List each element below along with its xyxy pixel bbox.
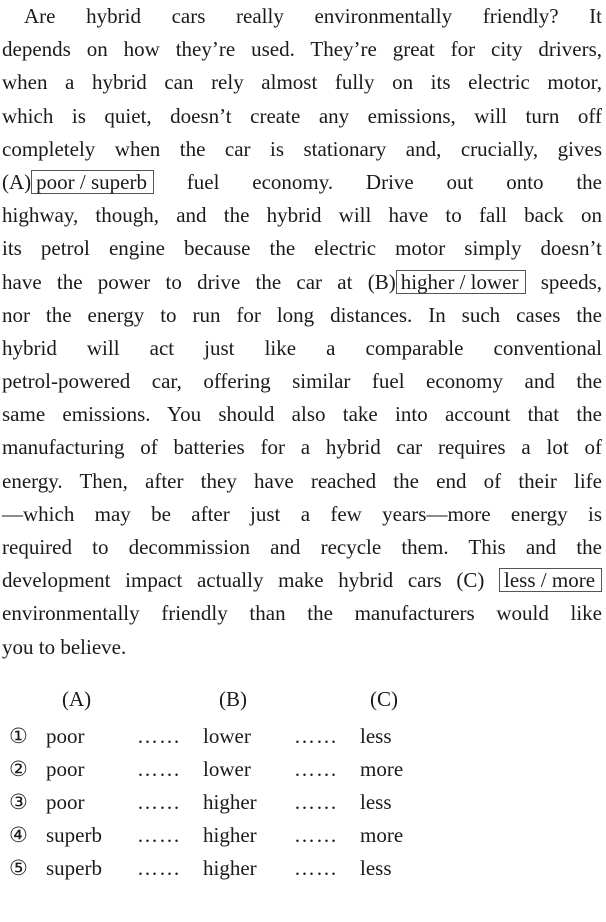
- passage-text: manufacturing of batteries for a hybrid car requires a lot of: [2, 435, 602, 460]
- passage-text: which is quiet, doesn’t create any emissions, will turn off: [2, 103, 602, 128]
- passage-text: you to believe.: [2, 634, 127, 659]
- option-2[interactable]: [0, 754, 606, 784]
- option-1[interactable]: [0, 721, 606, 751]
- passage-text: depends on how they’re used. They’re great for city drivers,: [2, 37, 602, 62]
- passage-text: completely when the car is stationary and, crucially, gives: [2, 136, 602, 161]
- passage-text: when a hybrid can rely almost fully on its electric motor,: [2, 70, 602, 95]
- passage-text: speeds,: [540, 269, 602, 294]
- options-header: [0, 684, 606, 714]
- option-separator: ……: [137, 856, 181, 880]
- passage-line: [2, 564, 602, 597]
- option-number: ⑤: [9, 856, 28, 880]
- option-separator: ……: [137, 757, 181, 781]
- option-a-value: poor: [46, 790, 85, 814]
- passage-text: required to decommission and recycle them. This and the: [2, 535, 602, 559]
- passage-line: [2, 166, 602, 199]
- option-c-value: less: [360, 790, 392, 814]
- option-b-value: higher: [203, 823, 257, 847]
- passage-text: fuel economy. Drive out onto the: [186, 169, 602, 194]
- option-a-value: poor: [46, 724, 85, 748]
- choice-box-a: poor / superb: [31, 170, 154, 194]
- passage-line: [2, 133, 602, 166]
- passage-line: [2, 199, 602, 232]
- passage-line: [2, 66, 602, 99]
- option-a-value: superb: [46, 823, 102, 847]
- passage-line: [2, 232, 602, 265]
- option-b-value: lower: [203, 757, 251, 781]
- passage-line: [2, 631, 602, 664]
- option-number: ②: [9, 757, 28, 781]
- passage-line: [2, 531, 602, 564]
- option-separator: ……: [294, 757, 338, 781]
- option-separator: ……: [137, 823, 181, 847]
- option-b-value: lower: [203, 724, 251, 748]
- choice-box-b: higher / lower: [396, 270, 526, 294]
- passage-line: [2, 100, 602, 133]
- passage-text: petrol-powered car, offering similar fuel economy and the: [2, 369, 602, 394]
- blank-label-a: (A): [2, 169, 32, 194]
- passage-text: same emissions. You should also take into account that the: [2, 402, 602, 427]
- blank-label-c: development impact actually make hybrid cars (C): [2, 568, 485, 593]
- option-b-value: higher: [203, 856, 257, 880]
- option-separator: ……: [137, 790, 181, 814]
- option-separator: ……: [294, 823, 338, 847]
- option-c-value: more: [360, 757, 404, 781]
- option-c-value: less: [360, 856, 392, 880]
- passage-text: energy. Then, after they have reached the end of their life: [2, 468, 602, 493]
- passage-line: [2, 498, 602, 531]
- passage-line: [2, 597, 602, 630]
- option-separator: ……: [294, 724, 338, 748]
- passage-text: nor the energy to run for long distances. In such cases the: [2, 302, 602, 327]
- header-b: (B): [219, 687, 247, 711]
- passage-line: [2, 465, 602, 498]
- passage-text: —which may be after just a few years—more energy is: [2, 501, 602, 526]
- option-separator: ……: [294, 856, 338, 880]
- passage-text: its petrol engine because the electric motor simply doesn’t: [2, 236, 602, 261]
- passage-line: [2, 332, 602, 365]
- passage-line: [2, 365, 602, 398]
- passage-line: [2, 431, 602, 464]
- passage-line: [2, 398, 602, 431]
- option-5[interactable]: [0, 853, 606, 883]
- header-c: (C): [370, 687, 398, 711]
- passage-line: [2, 299, 602, 332]
- option-4[interactable]: [0, 820, 606, 850]
- option-c-value: less: [360, 724, 392, 748]
- passage-line: [2, 0, 602, 33]
- choice-box-c: less / more: [499, 568, 602, 592]
- passage-line: [2, 266, 602, 299]
- option-number: ④: [9, 823, 28, 847]
- option-c-value: more: [360, 823, 404, 847]
- option-separator: ……: [137, 724, 181, 748]
- option-separator: ……: [294, 790, 338, 814]
- option-b-value: higher: [203, 790, 257, 814]
- passage-text: environmentally friendly than the manufacturers would like: [2, 601, 602, 626]
- passage: [2, 0, 602, 664]
- option-a-value: superb: [46, 856, 102, 880]
- header-a: (A): [62, 687, 92, 711]
- option-a-value: poor: [46, 757, 85, 781]
- option-3[interactable]: [0, 787, 606, 817]
- passage-text: highway, though, and the hybrid will have to fall back on: [2, 203, 602, 228]
- passage-text: Are hybrid cars really environmentally friendly? It: [24, 4, 602, 28]
- passage-line: [2, 33, 602, 66]
- passage-text: hybrid will act just like a comparable conventional: [2, 335, 602, 360]
- option-number: ①: [9, 724, 28, 748]
- blank-label-b: have the power to drive the car at (B): [2, 269, 396, 294]
- option-number: ③: [9, 790, 28, 814]
